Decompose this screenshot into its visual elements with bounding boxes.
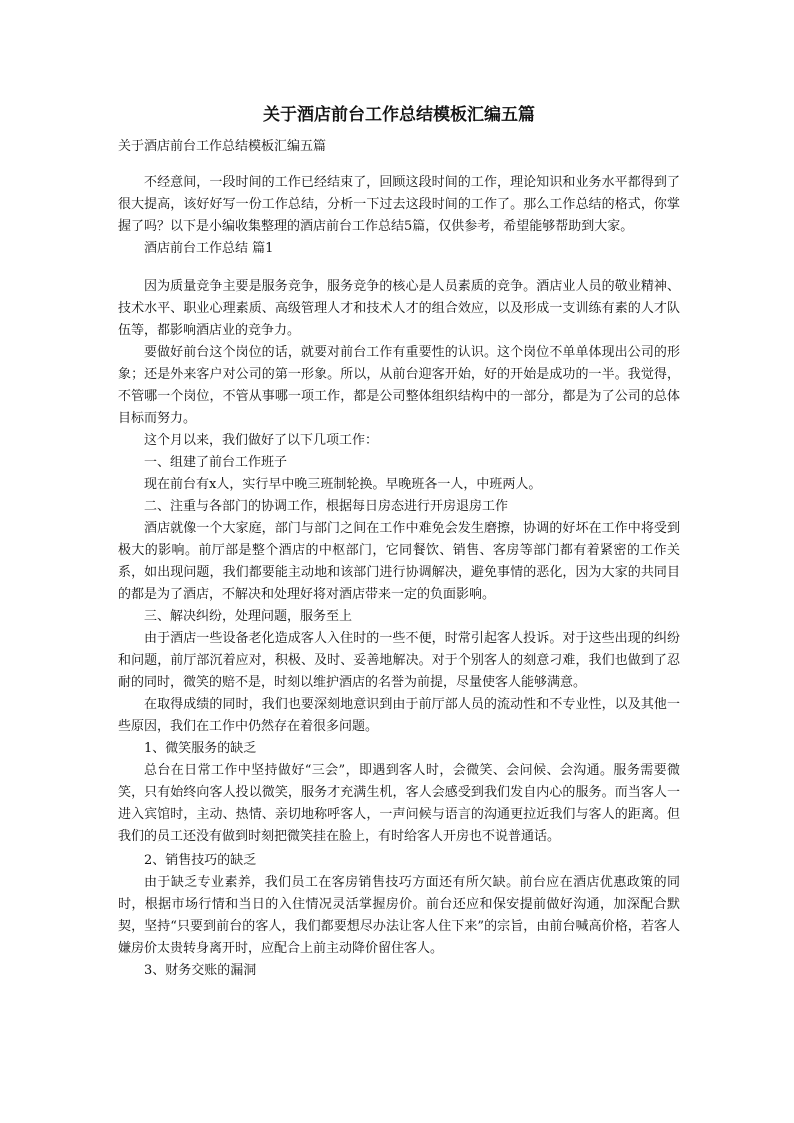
list-heading: 二、注重与各部门的协调工作，根据每日房态进行开房退房工作 xyxy=(144,499,509,514)
paragraph: 因为质量竞争主要是服务竞争，服务竞争的核心是人员素质的竞争。酒店业人员的敬业精神、技术水平、职业心理素质、高级管理人才和技术人才的组合效应，以及形成一支训练有素的人才队伍等，都影响酒店业的竞争力。 xyxy=(118,279,680,338)
paragraph: 现在前台有x人，实行早中晚三班制轮换。早晚班各一人，中班两人。 xyxy=(144,477,542,492)
paragraph: 由于缺乏专业素养，我们员工在客房销售技巧方面还有所欠缺。前台应在酒店优惠政策的同时，根据市场行情和当日的入住情况灵活掌握房价。前台还应和保安提前做好沟通，加深配合默契，坚持“只要到前台的客人，我们都要想尽办法让客人住下来”的宗旨，由前台喊高价格，若客人嫌房价太贵转身离开时，应配合上前主动降价留住客人。 xyxy=(118,875,680,956)
list-heading: 2、销售技巧的缺乏 xyxy=(144,853,257,868)
paragraph: 要做好前台这个岗位的话，就要对前台工作有重要性的认识。这个岗位不单单体现出公司的形象；还是外来客户对公司的第一形象。所以，从前台迎客开始，好的开始是成功的一半。我觉得，不管哪一个岗位，不管从事哪一项工作，都是公司整体组织结构中的一部分，都是为了公司的总体目标而努力。 xyxy=(118,345,680,426)
list-heading: 三、解决纠纷，处理问题，服务至上 xyxy=(144,609,353,624)
paragraph: 总台在日常工作中坚持做好“三会”，即遇到客人时，会微笑、会问候、会沟通。服务需要微笑，只有始终向客人投以微笑，服务才充满生机，客人会感受到我们发自内心的服务。而当客人一进入宾馆时，主动、热情、亲切地称呼客人，一声问候与语言的沟通更拉近我们与客人的距离。但我们的员工还没有做到时刻把微笑挂在脸上，有时给客人开房也不说普通话。 xyxy=(118,763,680,844)
paragraph: 在取得成绩的同时，我们也要深刻地意识到由于前厅部人员的流动性和不专业性，以及其他一些原因，我们在工作中仍然存在着很多问题。 xyxy=(118,697,680,734)
list-heading: 1、微笑服务的缺乏 xyxy=(144,741,257,756)
list-heading: 一、组建了前台工作班子 xyxy=(144,455,288,470)
document-page xyxy=(118,100,680,982)
paragraph: 酒店就像一个大家庭，部门与部门之间在工作中难免会发生磨擦，协调的好坏在工作中将受到极大的影响。前厅部是整个酒店的中枢部门，它同餐饮、销售、客房等部门都有着紧密的工作关系，如出现问题，我们都要能主动地和该部门进行协调解决，避免事情的恶化，因为大家的共同目的都是为了酒店，不解决和处理好将对酒店带来一定的负面影响。 xyxy=(118,521,680,602)
section-heading-1: 酒店前台工作总结 篇1 xyxy=(144,241,274,256)
list-heading: 3、财务交账的漏洞 xyxy=(144,963,257,978)
paragraph: 由于酒店一些设备老化造成客人入住时的一些不便，时常引起客人投诉。对于这些出现的纠纷和问题，前厅部沉着应对，积极、及时、妥善地解决。对于个别客人的刻意刁难，我们也做到了忍耐的同时，微笑的赔不是，时刻以维护酒店的名誉为前提，尽量使客人能够满意。 xyxy=(118,631,680,690)
document-title: 关于酒店前台工作总结模板汇编五篇 xyxy=(263,105,535,125)
document-subtitle: 关于酒店前台工作总结模板汇编五篇 xyxy=(118,139,327,154)
intro-paragraph: 不经意间，一段时间的工作已经结束了，回顾这段时间的工作，理论知识和业务水平都得到了很大提高，该好好写一份工作总结，分析一下过去这段时间的工作了。那么工作总结的格式，你掌握了吗？以下是小编收集整理的酒店前台工作总结5篇，仅供参考，希望能够帮助到大家。 xyxy=(118,175,680,234)
paragraph: 这个月以来，我们做好了以下几项工作： xyxy=(144,433,379,448)
